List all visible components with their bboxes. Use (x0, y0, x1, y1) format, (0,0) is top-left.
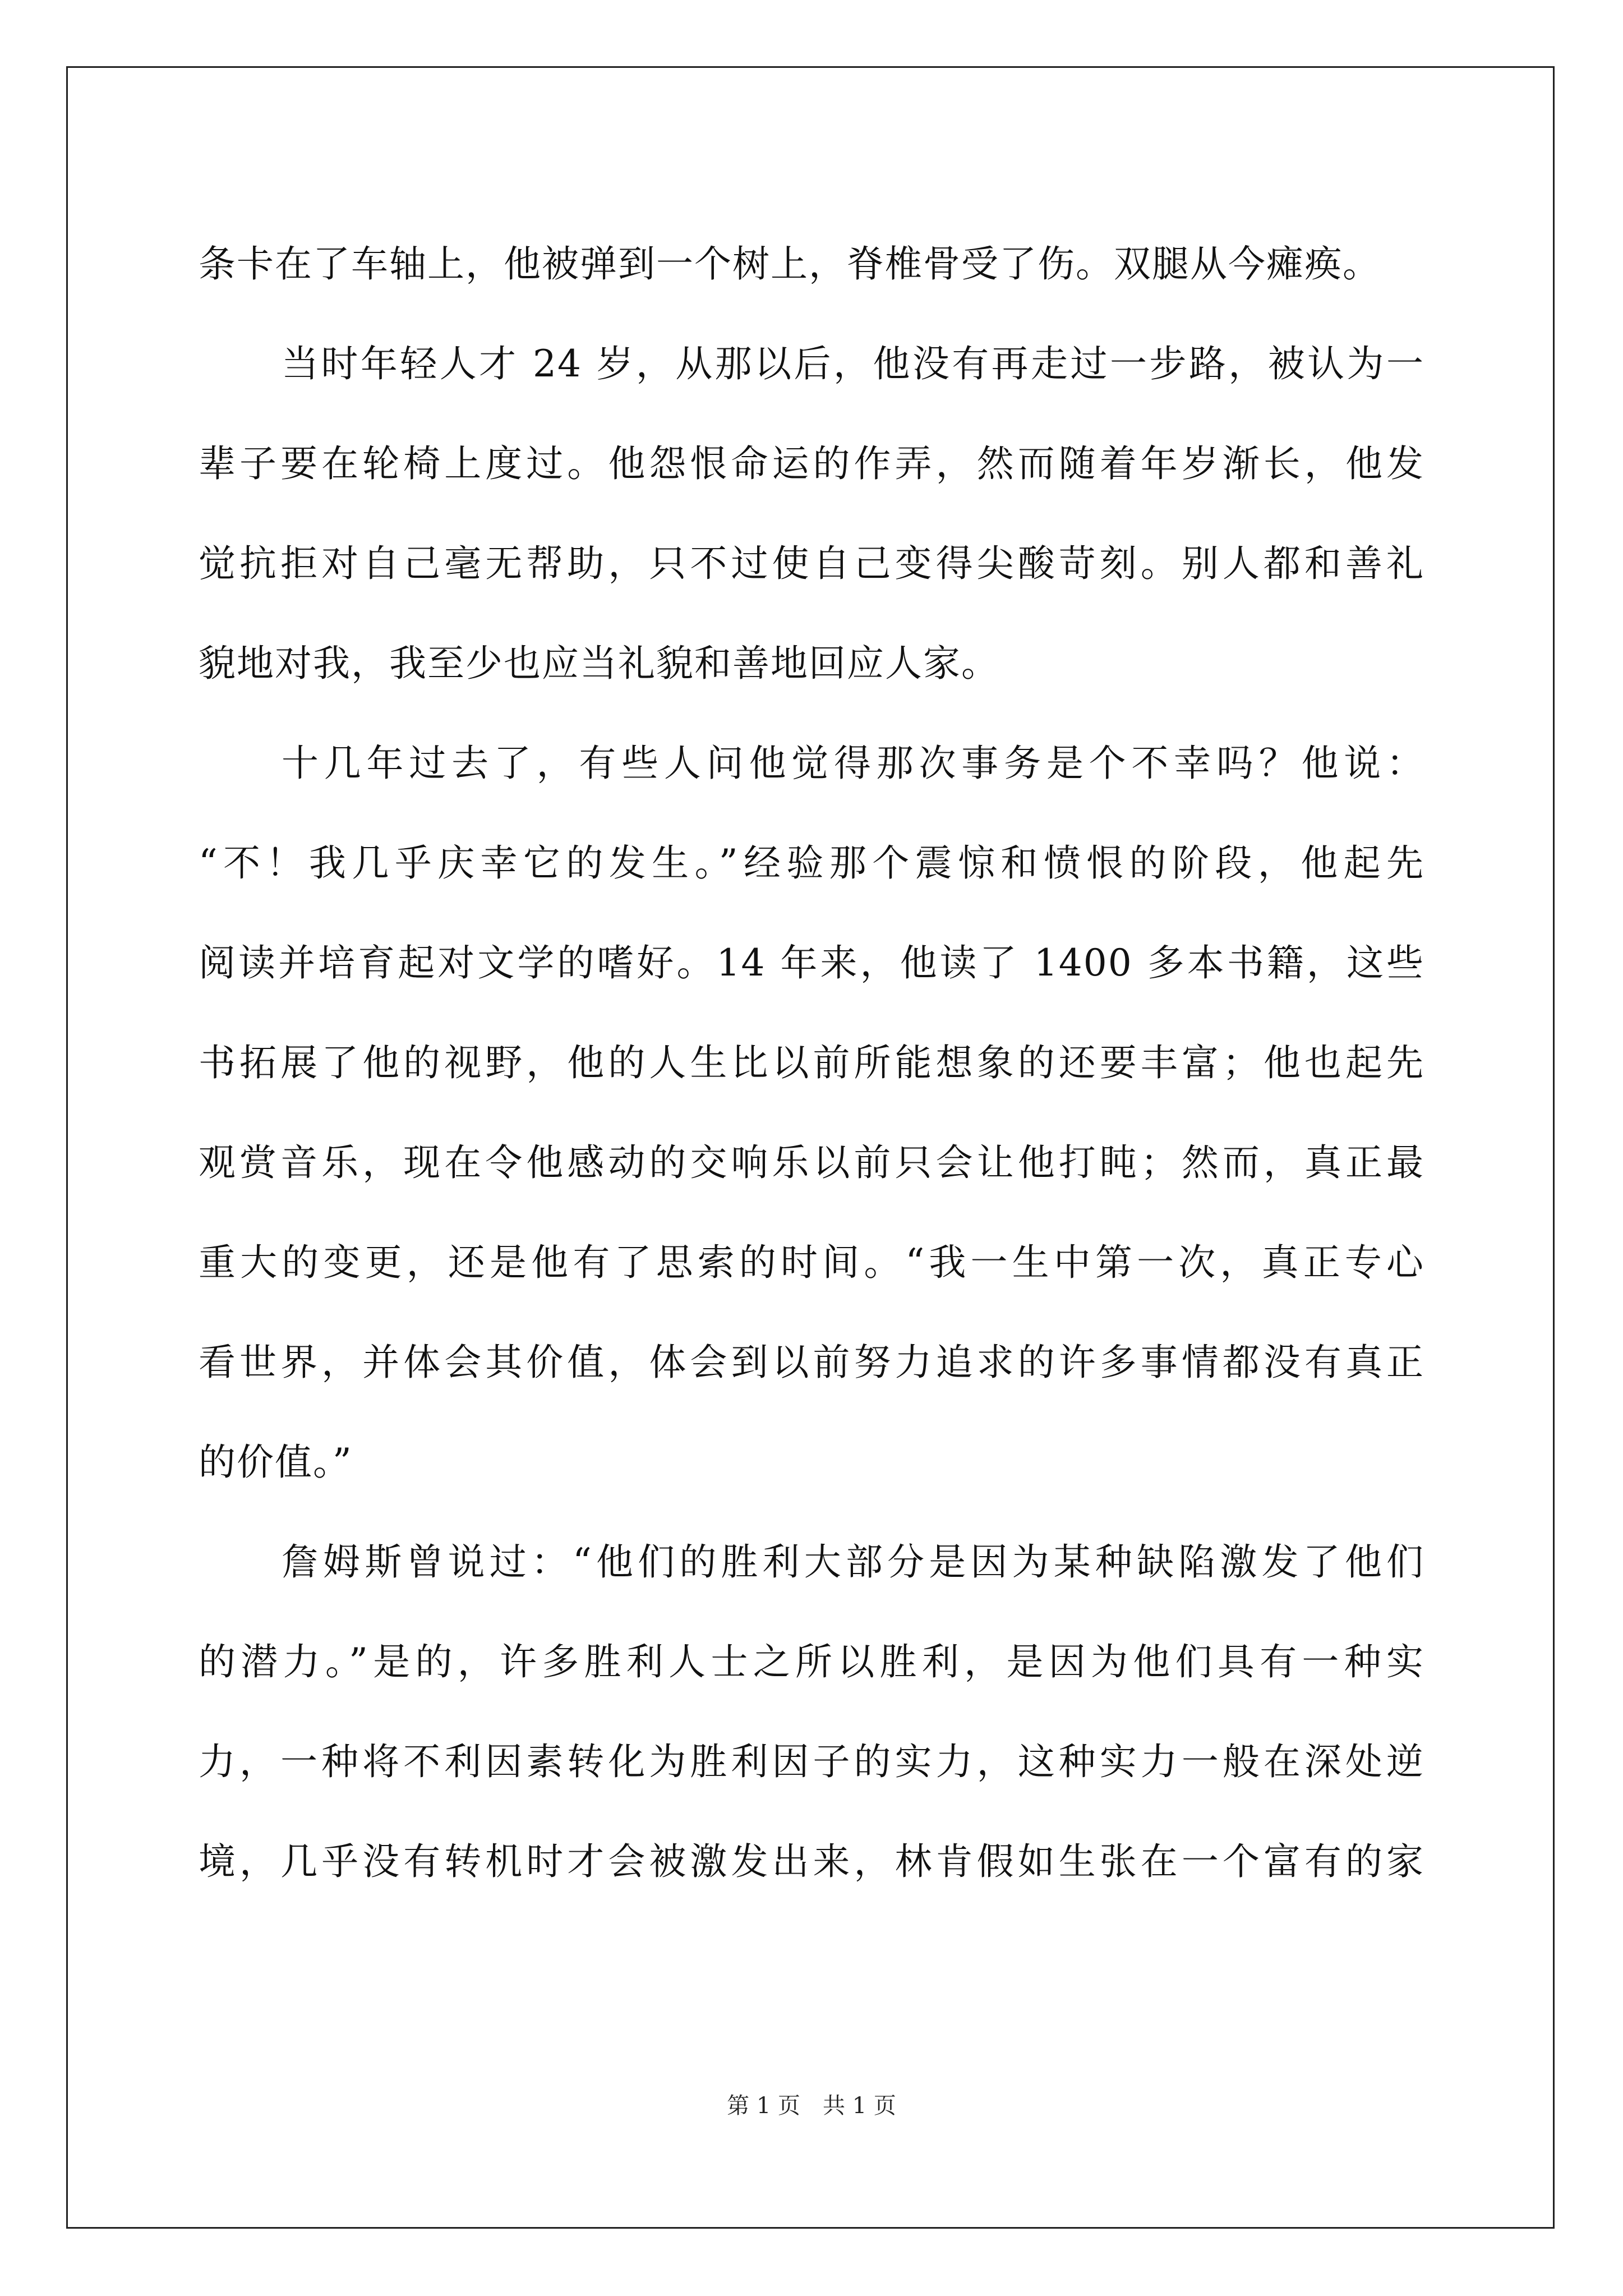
text-line: 力，一种将不利因素转化为胜利因子的实力，这种实力一般在深处逆 (199, 1740, 1424, 1783)
text-line: 当时年轻人才 24 岁，从那以后，他没有再走过一步路，被认为一 (282, 342, 1424, 385)
text-line: 的潜力。”是的，许多胜利人士之所以胜利，是因为他们具有一种实 (199, 1640, 1424, 1683)
text-line: 看世界，并体会其价值，体会到以前努力追求的许多事情都没有真正 (199, 1341, 1424, 1384)
text-line: 重大的变更，还是他有了思索的时间。“我一生中第一次，真正专心 (199, 1241, 1424, 1284)
text-line: 辈子要在轮椅上度过。他怨恨命运的作弄，然而随着年岁渐长，他发 (199, 442, 1424, 485)
page-number-footer: 第 1 页 共 1 页 (727, 2093, 896, 2119)
text-line: 条卡在了车轴上，他被弹到一个树上，脊椎骨受了伤。双腿从今瘫痪。 (199, 242, 1381, 286)
text-line: 阅读并培育起对文学的嗜好。14 年来，他读了 1400 多本书籍，这些 (199, 941, 1424, 984)
document-body (199, 214, 1424, 1912)
text-line: 境，几乎没有转机时才会被激发出来，林肯假如生张在一个富有的家 (199, 1840, 1424, 1883)
text-line: 的价值。” (199, 1441, 353, 1484)
text-line: 书拓展了他的视野，他的人生比以前所能想象的还要丰富；他也起先 (199, 1041, 1424, 1084)
text-line: 詹姆斯曾说过：“他们的胜利大部分是因为某种缺陷激发了他们 (282, 1540, 1424, 1584)
text-line: “不！我几乎庆幸它的发生。”经验那个震惊和愤恨的阶段，他起先 (199, 841, 1424, 885)
text-line: 觉抗拒对自己毫无帮助，只不过使自己变得尖酸苛刻。别人都和善礼 (199, 542, 1424, 585)
text-line: 貌地对我，我至少也应当礼貌和善地回应人家。 (199, 642, 999, 685)
text-line: 十几年过去了，有些人问他觉得那次事务是个不幸吗？他说： (282, 742, 1424, 785)
text-line: 观赏音乐，现在令他感动的交响乐以前只会让他打盹；然而，真正最 (199, 1141, 1424, 1184)
